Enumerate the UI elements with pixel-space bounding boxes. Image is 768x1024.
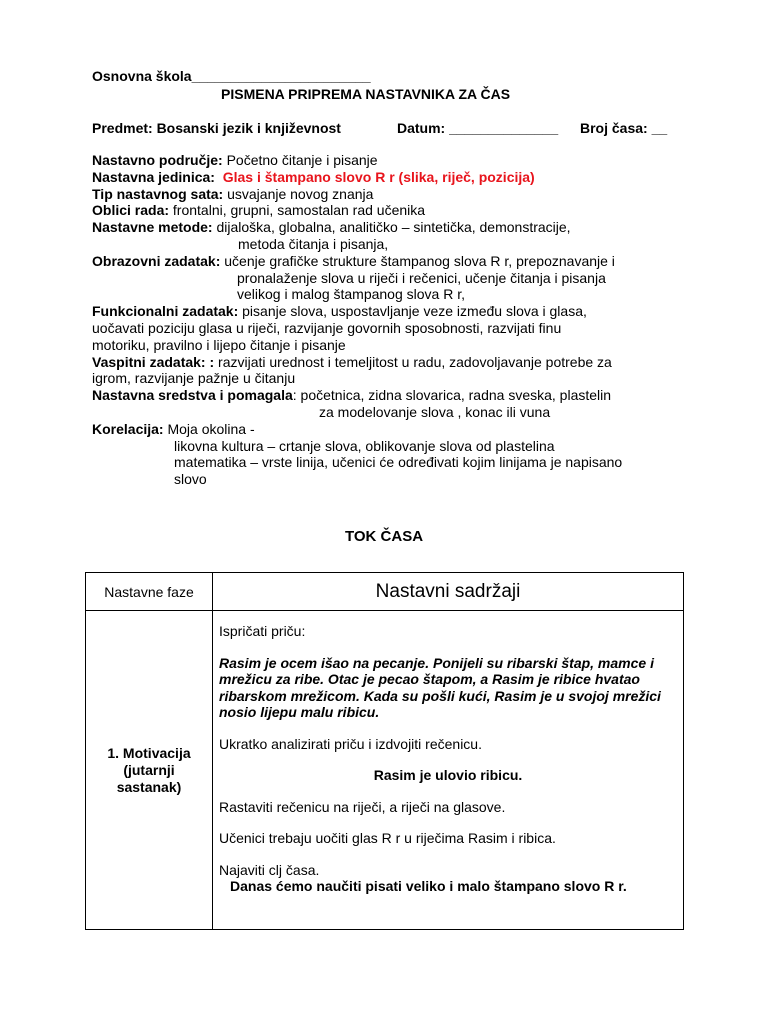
edu-row-cont-1: pronalaženje slova u riječi i rečenici, učenje čitanja i pisanja (237, 269, 606, 286)
means-row (92, 387, 682, 404)
content-cell (213, 611, 684, 930)
instruction-announce: Najaviti clj časa. (219, 861, 320, 878)
edu-label: Obrazovni zadatak: (92, 252, 221, 269)
subject-line: Predmet: Bosanski jezik i književnost (92, 120, 341, 136)
func-row-cont-2: motoriku, pravilno i lijepo čitanje i pisanje (92, 336, 346, 353)
corr-row-cont-2: matematika – vrste linija, učenici će određivati kojim linijama je napisano (174, 454, 623, 471)
func-row-cont-1: uočavati poziciju glasa u riječi, razvijanje govornih sposobnosti, razvijati finu (92, 319, 562, 336)
upbr-label: Vaspitni zadatak: : (92, 353, 215, 370)
area-value: Početno čitanje i pisanje (222, 152, 378, 168)
phase-line-2: (jutarnji (123, 761, 175, 778)
methods-row-cont: metoda čitanja i pisanja, (238, 235, 389, 252)
upbr-value: razvijati urednost i temeljitost u radu, zadovoljavanje potrebe za (214, 353, 612, 370)
upbr-row (92, 354, 682, 371)
forms-value: frontalni, grupni, samostalan rad učenika (169, 202, 426, 219)
func-value: pisanje slova, uspostavljanje veze između slova i glasa, (238, 303, 587, 320)
forms-row (92, 202, 682, 219)
key-sentence: Rasim je ulovio ribicu. (373, 767, 523, 783)
col-header-contents: Nastavni sadržaji (213, 573, 684, 611)
edu-row-cont-2: velikog i malog štampanog slova R r, (237, 286, 465, 303)
col-header-phases: Nastavne faze (86, 573, 213, 611)
upbr-row-cont: igrom, razvijanje pažnje u čitanju (92, 370, 296, 387)
area-label: Nastavno područje: (92, 152, 223, 168)
instruction-analyze: Ukratko analizirati priču i izdvojiti rečenicu. (219, 735, 482, 752)
lesson-flow-table (85, 572, 684, 930)
unit-label: Nastavna jedinica: (92, 168, 215, 185)
type-label: Tip nastavnog sata: (92, 185, 224, 202)
lesson-details (92, 152, 682, 488)
instruction-notice: Učenici trebaju uočiti glas R r u riječima Rasim i ribica. (219, 830, 556, 846)
methods-row (92, 219, 682, 236)
corr-label: Korelacija: (92, 420, 164, 437)
phase-cell (86, 611, 213, 930)
unit-row (92, 169, 682, 186)
area-row (92, 152, 682, 169)
corr-value: Moja okolina - (163, 420, 255, 437)
corr-row (92, 421, 682, 438)
instruction-tell-story: Ispričati priču: (219, 623, 306, 639)
means-row-cont: za modelovanje slova , konac ili vuna (319, 403, 551, 420)
date-line: Datum: ______________ (397, 120, 559, 136)
unit-value: Glas i štampano slovo R r (slika, riječ, pozicija) (222, 168, 535, 185)
func-label: Funkcionalni zadatak: (92, 303, 239, 320)
forms-label: Oblici rada: (92, 202, 170, 219)
type-row (92, 186, 682, 203)
table-header-row (86, 573, 684, 611)
table-row (86, 611, 684, 930)
school-line: Osnovna škola_______________________ (92, 68, 371, 84)
edu-value: učenje grafičke strukture štampanog slova R r, prepoznavanje i (220, 252, 615, 269)
instruction-split: Rastaviti rečenicu na riječi, a riječi na glasove. (219, 798, 506, 815)
phase-line-1: 1. Motivacija (107, 744, 191, 761)
means-label: Nastavna sredstva i pomagala (92, 387, 293, 404)
means-value: : početnica, zidna slovarica, radna sveska, plastelin (292, 387, 612, 404)
corr-row-cont-3: slovo (174, 471, 207, 488)
lesson-goal: Danas ćemo naučiti pisati veliko i malo štampano slovo R r. (230, 878, 627, 894)
phase-line-3: sastanak) (116, 778, 182, 795)
corr-row-cont-1: likovna kultura – crtanje slova, oblikovanje slova od plastelina (174, 437, 555, 454)
document-title: PISMENA PRIPREMA NASTAVNIKA ZA ČAS (221, 86, 511, 102)
func-row (92, 303, 682, 320)
type-value: usvajanje novog znanja (223, 185, 374, 202)
edu-row (92, 253, 682, 270)
tok-casa-heading: TOK ČASA (344, 528, 424, 545)
methods-label: Nastavne metode: (92, 219, 213, 236)
methods-value: dijaloška, globalna, analitičko – sintetička, demonstracije, (212, 219, 571, 236)
story-text: Rasim je ocem išao na pecanje. Ponijeli su ribarski štap, mamce i mrežicu za ribe. Otac je pecao štapom, a Rasim je ribice hvatao ribarskom mrežicom. Kada su pošli kući, Rasim je u svojoj mrežici nosio lijepu malu ribicu. (219, 654, 661, 720)
lesson-number-line: Broj časa: __ (580, 120, 668, 136)
